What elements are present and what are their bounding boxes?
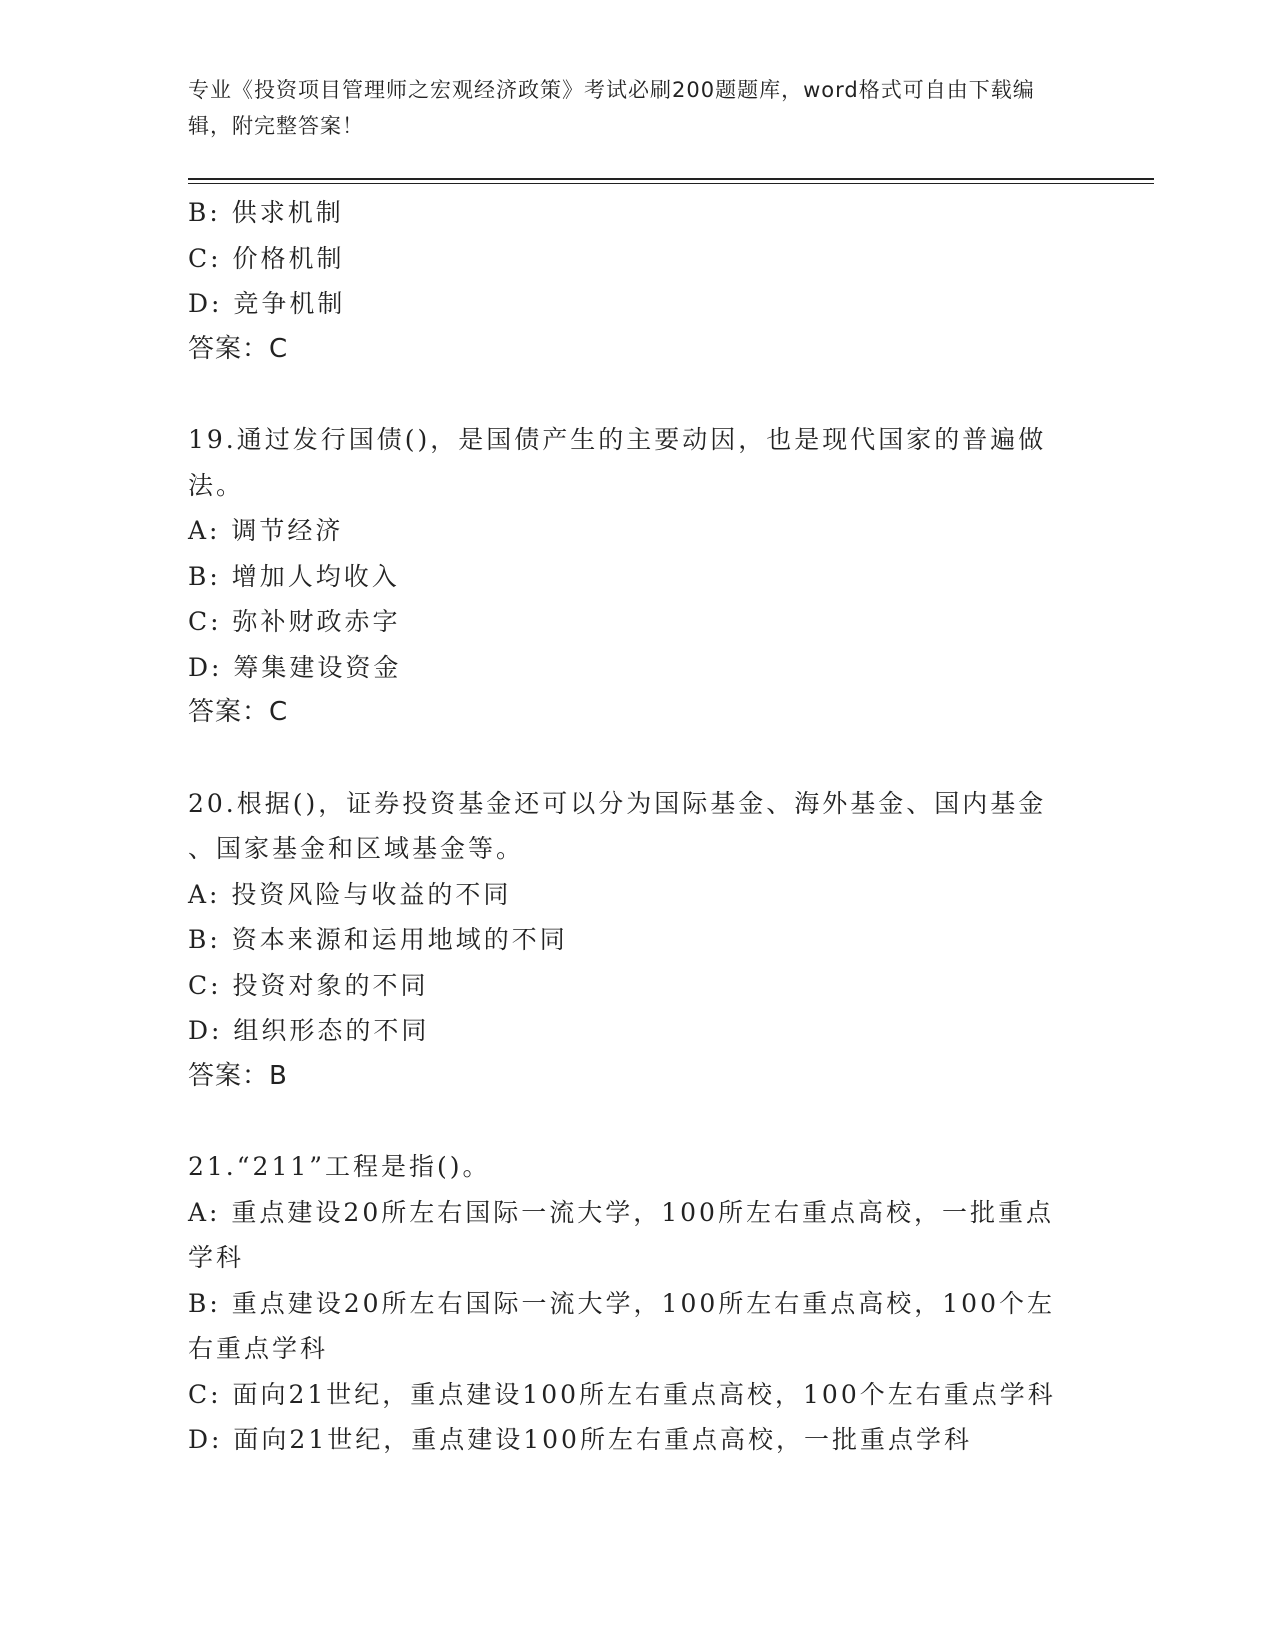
question-20-stem-cont: 、国家基金和区域基金等。	[188, 834, 525, 863]
page-header: 专业《投资项目管理师之宏观经济政策》考试必刷200题题库，word格式可自由下载编辑，附完整答案！	[188, 78, 1035, 138]
option-a: A: 投资风险与收益的不同	[188, 879, 512, 909]
option-d: D: 组织形态的不同	[188, 1016, 430, 1045]
header-rule-thick	[188, 178, 1154, 180]
question-content	[188, 190, 1088, 1463]
question-19-stem: 19.通过发行国债()，是国债产生的主要动因，也是现代国家的普遍做	[188, 425, 1047, 454]
header-rule-thin	[188, 183, 1154, 184]
option-d: D: 筹集建设资金	[188, 652, 402, 682]
option-a: A: 重点建设20所左右国际一流大学，100所左右重点高校，一批重点	[188, 1197, 1054, 1227]
question-gap	[188, 1099, 1088, 1144]
question-gap	[188, 372, 1088, 417]
question-20-stem: 20.根据()，证券投资基金还可以分为国际基金、海外基金、国内基金	[188, 788, 1047, 818]
question-19-stem-cont: 法。	[188, 470, 245, 500]
question-gap	[188, 736, 1088, 781]
option-d: D: 竞争机制	[188, 289, 346, 318]
option-a: A: 调节经济	[188, 516, 344, 545]
option-b: B: 增加人均收入	[188, 561, 400, 591]
answer-line: 答案：C	[188, 697, 289, 727]
answer-line: 答案：C	[188, 333, 289, 364]
option-d: D: 面向21世纪，重点建设100所左右重点高校，一批重点学科	[188, 1425, 972, 1454]
option-c: C: 价格机制	[188, 243, 345, 273]
option-c: C: 面向21世纪，重点建设100所左右重点高校，100个左右重点学科	[188, 1379, 1056, 1409]
option-b: B: 供求机制	[188, 198, 344, 227]
option-c: C: 弥补财政赤字	[188, 607, 401, 636]
answer-line: 答案：B	[188, 1060, 288, 1091]
option-b-cont: 右重点学科	[188, 1334, 329, 1363]
option-b: B: 重点建设20所左右国际一流大学，100所左右重点高校，100个左	[188, 1288, 1055, 1318]
option-b: B: 资本来源和运用地域的不同	[188, 925, 568, 954]
question-21-stem: 21.“211”工程是指()。	[188, 1152, 491, 1181]
option-c: C: 投资对象的不同	[188, 970, 429, 1000]
option-a-cont: 学科	[188, 1243, 245, 1272]
